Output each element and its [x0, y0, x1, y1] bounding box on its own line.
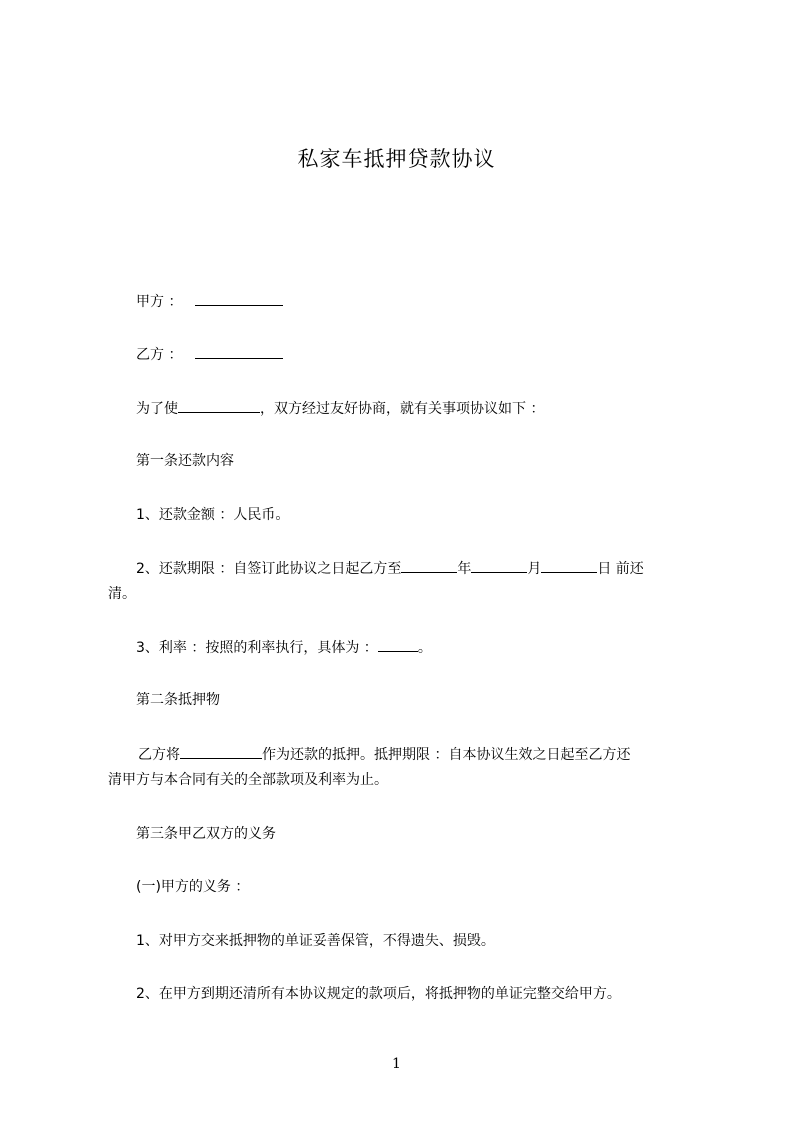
article2-line2: 清甲方与本合同有关的全部款项及利率为止。 [108, 772, 388, 788]
party-a-duties-heading: (一)甲方的义务 ： [136, 879, 250, 895]
article2-line1 [138, 744, 630, 765]
intro-prefix: 为了使 [136, 401, 178, 417]
intro-paragraph [136, 398, 544, 419]
duty-2: 2、在甲方到期还清所有本协议规定的款项后，将抵押物的单证完整交给甲方。 [136, 986, 621, 1002]
rate-blank [378, 637, 418, 652]
item3-rate [136, 637, 432, 658]
item2-year: 年 [457, 561, 472, 577]
collateral-blank [180, 744, 262, 759]
item3-suffix: 。 [417, 640, 432, 656]
party-b-line [136, 344, 283, 365]
party-a-blank [195, 291, 283, 306]
duty-1: 1、对甲方交来抵押物的单证妥善保管，不得遗失、损毁。 [136, 933, 495, 949]
article2-prefix: 乙方将 [138, 747, 180, 763]
day-blank [541, 558, 597, 573]
article3-heading: 第三条甲乙双方的义务 [136, 826, 276, 842]
article1-heading: 第一条还款内容 [136, 453, 234, 469]
party-b-label: 乙方 ： [136, 347, 183, 363]
article2-heading: 第二条抵押物 [136, 692, 220, 708]
page-number: 1 [392, 1056, 401, 1072]
article2-text1: 作为还款的抵押。抵押期限 ：自本协议生效之日起至乙方还 [262, 747, 631, 763]
item2-term-line1 [136, 558, 644, 579]
item2-prefix: 2、还款期限 ：自签订此协议之日起乙方至 [136, 561, 402, 577]
party-a-label: 甲方 ： [136, 294, 183, 310]
party-b-blank [195, 344, 283, 359]
intro-suffix: ，双方经过友好协商，就有关事项协议如下 ： [260, 401, 545, 417]
item2-month: 月 [527, 561, 542, 577]
month-blank [471, 558, 527, 573]
item2-term-line2: 清。 [108, 586, 136, 602]
year-blank [401, 558, 457, 573]
document-title: 私家车抵押贷款协议 [297, 147, 496, 171]
item3-prefix: 3、利率 ：按照的利率执行，具体为 ： [136, 640, 378, 656]
item1-amount: 1、还款金额 ：人民币。 [136, 507, 290, 523]
item2-day: 日 前还 [597, 561, 644, 577]
intro-blank [178, 398, 260, 413]
party-a-line [136, 291, 283, 312]
